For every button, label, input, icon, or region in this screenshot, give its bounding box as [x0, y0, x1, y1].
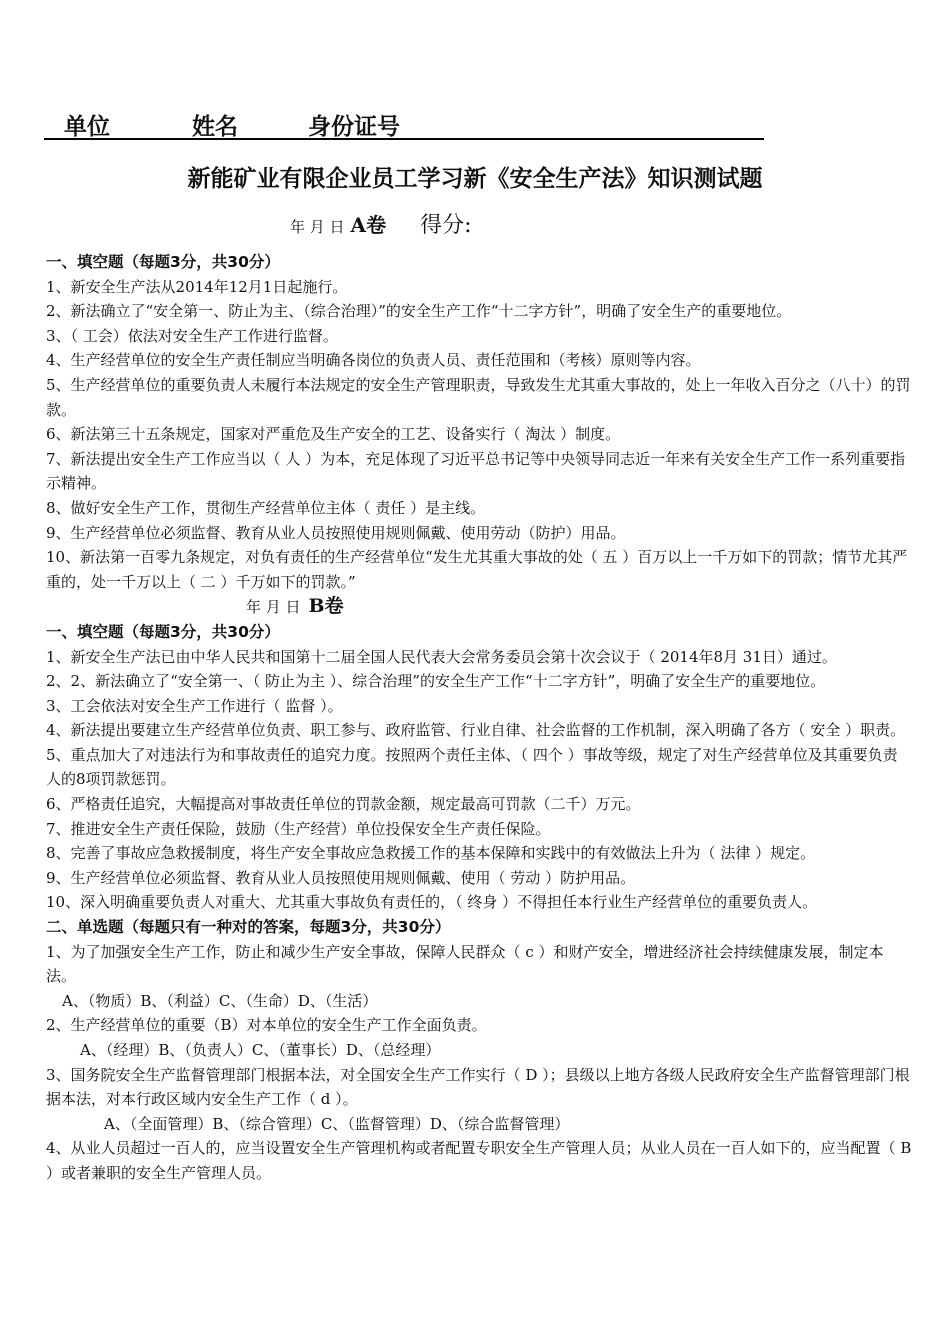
mcq-question: 4、从业人员超过一百人的，应当设置安全生产管理机构或者配置专职安全生产管理人员；从业人员在一百人如下的，应当配置（ B ）或者兼职的安全生产管理人员。: [46, 1139, 912, 1182]
paper-a-section1-heading: 一、填空题（每题3分，共30分）: [46, 253, 280, 271]
paper-b-item: 7、推进安全生产责任保险，鼓励（生产经营）单位投保安全生产责任保险。: [46, 819, 551, 838]
paper-a-item: 9、生产经营单位必须监督、教育从业人员按照使用规则佩戴、使用劳动（防护）用品。: [46, 523, 626, 542]
paper-a-item: 1、新安全生产法从2014年12月1日起施行。: [46, 277, 348, 296]
paper-a-label: A卷: [350, 213, 387, 237]
paper-b-item: 6、严格责任追究，大幅提高对事故责任单位的罚款金额，规定最高可罚款（二千）万元。: [46, 795, 641, 814]
paper-b-item: 4、新法提出要建立生产经营单位负责、职工参与、政府监管、行业自律、社会监督的工作机制，深入明确了各方（ 安全 ）职责。: [46, 721, 906, 740]
paper-a-date: 年 月 日: [290, 218, 345, 236]
paper-a-item: 8、做好安全生产工作，贯彻生产经营单位主体（ 责任 ）是主线。: [46, 498, 486, 517]
paper-b-item: 1、新安全生产法已由中华人民共和国第十二届全国人民代表大会常务委员会第十次会议于（ 2014年8月 31日）通过。: [46, 647, 837, 666]
paper-b-datebar: [46, 594, 912, 620]
name-label: 姓名: [192, 114, 238, 140]
mcq-options: A、（经理）B、（负责人）C、（董事长）D、（总经理）: [80, 1041, 441, 1059]
mcq-question: 1、为了加强安全生产工作，防止和减少生产安全事故，保障人民群众（ c ）和财产安全，增进经济社会持续健康发展，制定本法。: [46, 942, 884, 986]
paper-b-item: 5、重点加大了对违法行为和事故责任的追究力度。按照两个责任主体、（ 四个 ）事故等级，规定了对生产经营单位及其重要负责人的8项罚款惩罚。: [46, 745, 898, 789]
score-label: 得分:: [420, 213, 472, 238]
paper-b-label: B卷: [308, 595, 344, 618]
paper-a-item: 5、生产经营单位的重要负责人未履行本法规定的安全生产管理职责，导致发生尤其重大事故的，处上一年收入百分之（八十）的罚款。: [46, 375, 911, 419]
paper-b-section1-heading: 一、填空题（每题3分，共30分）: [46, 622, 280, 641]
paper-b-item: 9、生产经营单位必须监督、教育从业人员按照使用规则佩戴、使用（ 劳动 ）防护用品。: [46, 868, 636, 887]
paper-b-date: 年 月 日: [246, 598, 301, 617]
paper-a-item: 10、新法第一百零九条规定，对负有责任的生产经营单位“发生尤其重大事故的处（ 五 ）百万以上一千万如下的罚款；情节尤其严重的，处一千万以上（ 二 ）千万如下的罚款。”: [46, 548, 908, 591]
id-number-label: 身份证号: [308, 114, 400, 140]
paper-b-item: 8、完善了事故应急救援制度，将生产安全事故应急救援工作的基本保障和实践中的有效做法上升为（ 法律 ）规定。: [46, 844, 816, 863]
exam-content: [46, 250, 912, 1186]
paper-b-section2-heading: 二、单选题（每题只有一种对的答案，每题3分，共30分）: [46, 918, 451, 937]
mcq-options: A、（物质）B、（利益）C、（生命）D、（生活）: [62, 991, 378, 1010]
paper-b-item: 10、深入明确重要负责人对重大、尤其重大事故负有责任的，（ 终身 ）不得担任本行业生产经营单位的重要负责人。: [46, 893, 818, 912]
paper-a-datebar: [290, 208, 472, 239]
paper-a-item: 6、新法第三十五条规定，国家对严重危及生产安全的工艺、设备实行（ 淘汰 ）制度。: [46, 425, 621, 444]
mcq-question: 3、国务院安全生产监督管理部门根据本法，对全国安全生产工作实行（ D ）；县级以上地方各级人民政府安全生产监督管理部门根据本法，对本行政区域内安全生产工作（ d ）。: [46, 1065, 910, 1109]
header-fields: [44, 108, 764, 140]
paper-a-item: 4、生产经营单位的安全生产责任制应当明确各岗位的负责人员、责任范围和（考核）原则等内容。: [46, 351, 701, 370]
mcq-options: A、（全面管理）B、（综合管理）C、（监督管理）D、（综合监督管理）: [104, 1114, 570, 1133]
unit-label: 单位: [64, 114, 110, 140]
mcq-question: 2、生产经营单位的重要（B）对本单位的安全生产工作全面负责。: [46, 1016, 487, 1035]
paper-a-item: 2、新法确立了“安全第一、防止为主、（综合治理）”的安全生产工作“十二字方针”，明确了安全生产的重要地位。: [46, 302, 792, 321]
paper-a-item: 7、新法提出安全生产工作应当以（ 人 ）为本，充足体现了习近平总书记等中央领导同志近一年来有关安全生产工作一系列重要指示精神。: [46, 449, 906, 493]
page-title: 新能矿业有限企业员工学习新《安全生产法》知识测试题: [187, 166, 763, 192]
paper-b-item: 3、工会依法对安全生产工作进行（ 监督 ）。: [46, 696, 343, 715]
paper-a-item: 3、（ 工会）依法对安全生产工作进行监督。: [46, 326, 338, 345]
paper-b-item: 2、2、新法确立了“安全第一、（ 防止为主 ）、综合治理”的安全生产工作“十二字方针”，明确了安全生产的重要地位。: [46, 672, 826, 691]
